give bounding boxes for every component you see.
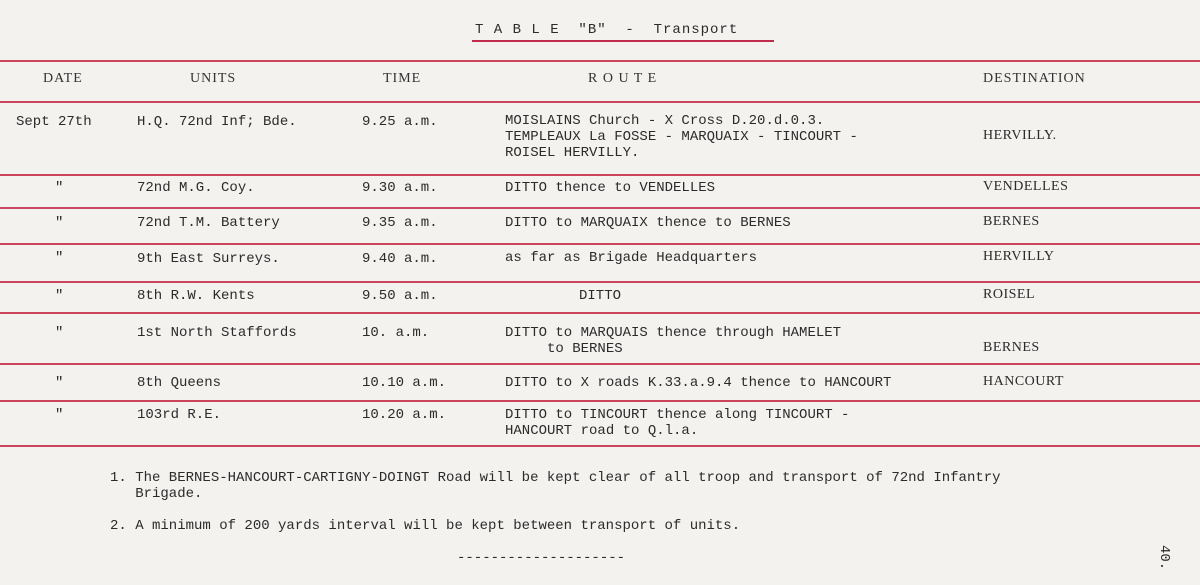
rule-top [0, 60, 1200, 62]
row-unit: 9th East Surreys. [137, 251, 280, 267]
title-underline [472, 40, 774, 42]
note-1: 1. The BERNES-HANCOURT-CARTIGNY-DOINGT Road will be kept clear of all troop and transport of 72nd Infantry Brigade. [110, 470, 1001, 502]
row-unit: 72nd T.M. Battery [137, 215, 280, 231]
header-time: TIME [383, 71, 422, 86]
row-date: " [55, 180, 64, 196]
row-unit: 8th Queens [137, 375, 222, 391]
row-rule [0, 312, 1200, 314]
row-time: 9.30 a.m. [362, 180, 438, 196]
page-number: 40. [1156, 545, 1172, 571]
row-date: " [55, 375, 64, 391]
row-destination: ROISEL [983, 287, 1035, 302]
row-destination: BERNES [983, 214, 1040, 229]
row-date: Sept 27th [16, 114, 92, 130]
rule-header [0, 101, 1200, 103]
row-rule [0, 243, 1200, 245]
row-date: " [55, 407, 64, 423]
row-date: " [55, 250, 64, 266]
row-route: DITTO [579, 288, 622, 304]
row-route: DITTO to MARQUAIX thence to BERNES [505, 215, 791, 231]
row-date: " [55, 325, 64, 341]
row-route: as far as Brigade Headquarters [505, 250, 758, 266]
row-time: 9.50 a.m. [362, 288, 438, 304]
row-unit: 1st North Staffords [137, 325, 297, 341]
row-route: DITTO to X roads K.33.a.9.4 thence to HANCOURT [505, 375, 892, 391]
row-unit: 72nd M.G. Coy. [137, 180, 255, 196]
rule-bottom [0, 445, 1200, 447]
row-rule [0, 400, 1200, 402]
row-time: 10.20 a.m. [362, 407, 447, 423]
row-time: 10. a.m. [362, 325, 430, 341]
row-time: 9.40 a.m. [362, 251, 438, 267]
row-time: 10.10 a.m. [362, 375, 447, 391]
row-destination: HERVILLY [983, 249, 1055, 264]
row-destination: BERNES [983, 340, 1040, 355]
row-unit: 8th R.W. Kents [137, 288, 255, 304]
row-time: 9.35 a.m. [362, 215, 438, 231]
row-destination: HANCOURT [983, 374, 1064, 389]
row-destination: VENDELLES [983, 179, 1069, 194]
header-units: UNITS [190, 71, 237, 86]
row-rule [0, 281, 1200, 283]
row-date: " [55, 288, 64, 304]
note-2: 2. A minimum of 200 yards interval will be kept between transport of units. [110, 518, 741, 534]
row-rule [0, 207, 1200, 209]
header-destination: DESTINATION [983, 71, 1086, 86]
table-title: T A B L E "B" - Transport [475, 22, 739, 38]
row-date: " [55, 215, 64, 231]
row-destination: HERVILLY. [983, 128, 1057, 143]
row-time: 9.25 a.m. [362, 114, 438, 130]
row-rule [0, 174, 1200, 176]
row-route: DITTO to TINCOURT thence along TINCOURT - HANCOURT road to Q.l.a. [505, 407, 850, 439]
separator-line: -------------------- [457, 550, 626, 566]
header-date: DATE [43, 71, 83, 86]
row-route: DITTO to MARQUAIS thence through HAMELET to BERNES [505, 325, 842, 357]
row-rule [0, 363, 1200, 365]
row-unit: 103rd R.E. [137, 407, 222, 423]
row-unit: H.Q. 72nd Inf; Bde. [137, 114, 297, 130]
row-route: MOISLAINS Church - X Cross D.20.d.0.3. TEMPLEAUX La FOSSE - MARQUAIX - TINCOURT - ROISEL HERVILLY. [505, 113, 858, 161]
row-route: DITTO thence to VENDELLES [505, 180, 716, 196]
header-route: R O U T E [588, 71, 658, 86]
